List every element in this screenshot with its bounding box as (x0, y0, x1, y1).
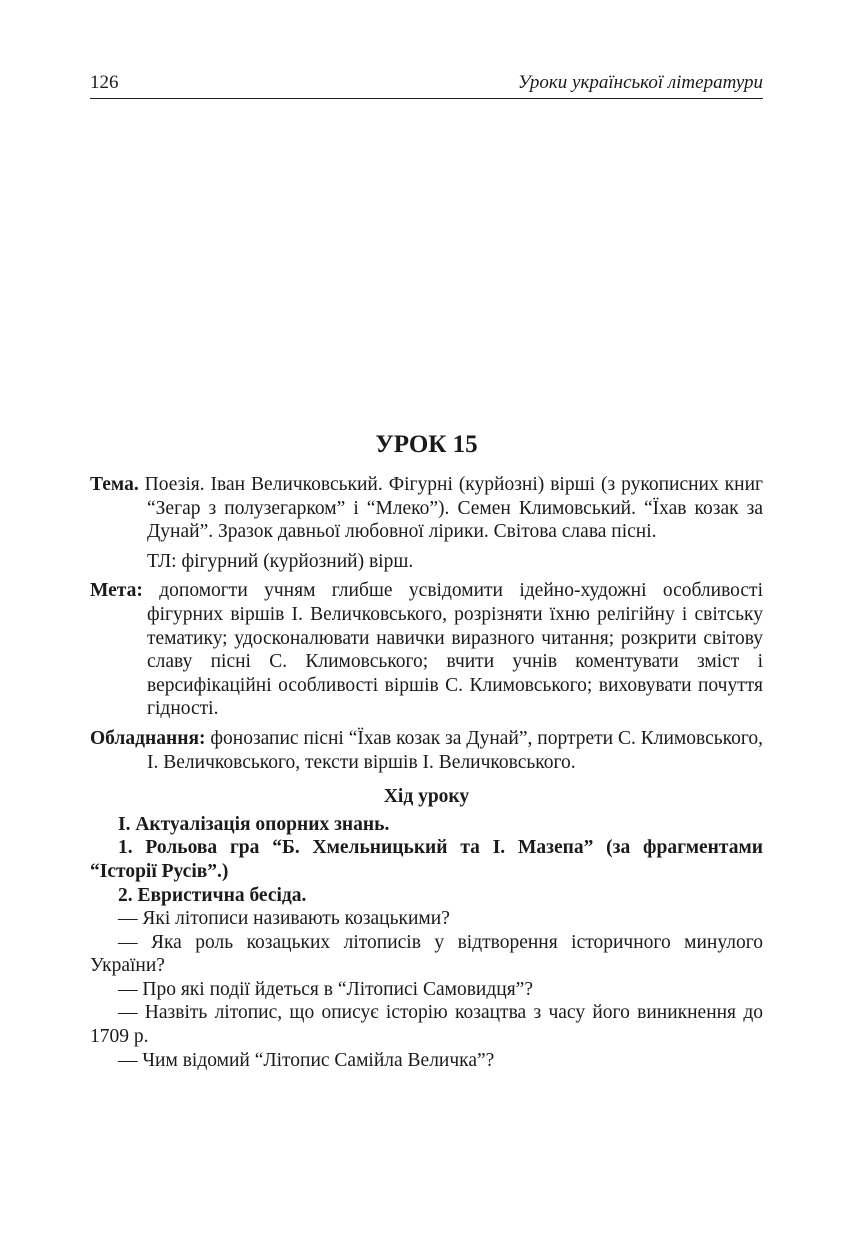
topic-text: Поезія. Іван Величковський. Фігурні (курйозні) вірші (з рукописних книг “Зегар з полузегарком” і “Млеко”). Семен Климовський. “Їхав козак за Дунай”. Зразок давньої любовної лірики. Світова слава пісні. (144, 474, 764, 543)
equipment-label: Обладнання: (90, 727, 206, 749)
section-heading: І. Актуалізація опорних знань. (118, 813, 390, 835)
topic-label: Тема. (90, 474, 139, 495)
goal-text: допомогти учням глибше усвідомити ідейно-художні особливості фігурних віршів І. Величковського, розрізняти їхню релігійну і світську тематику; удосконалювати навички виразного читання; розкрити світову славу пісні С. Климовського; вчити учнів коментувати зміст і версифікаційні особливості віршів С. Климовського; виховувати почуття гідності. (147, 580, 763, 720)
goal-paragraph (90, 579, 763, 721)
topic-paragraph (90, 473, 763, 544)
equipment-paragraph (90, 727, 763, 774)
tl-line: ТЛ: фігурний (курйозний) вірш. (147, 550, 414, 572)
item-role-play: 1. Рольова гра “Б. Хмельницький та І. Мазепа” (за фрагментами “Історії Русів”.) (90, 837, 763, 882)
equipment-text: фонозапис пісні “Їхав козак за Дунай”, портрети С. Климовського, І. Величковського, тексти віршів І. Величковського. (147, 727, 763, 773)
page-header (90, 70, 763, 99)
page (90, 0, 763, 1241)
page-number: 126 (90, 72, 119, 93)
item-heuristic-talk: 2. Евристична бесіда. (118, 884, 307, 906)
course-heading: Хід уроку (383, 786, 470, 808)
lesson-content (90, 425, 763, 1072)
running-title: Уроки української літератури (517, 72, 763, 93)
question-item: — Про які події йдеться в “Літописі Самовидця”? (118, 978, 533, 1000)
question-item: — Назвіть літопис, що описує історію козацтва з часу його виникнення до 1709 р. (90, 1002, 763, 1048)
goal-label: Мета: (90, 580, 143, 602)
question-item: — Які літописи називають козацькими? (118, 908, 450, 930)
question-item: — Чим відомий “Літопис Самійла Величка”? (118, 1049, 495, 1071)
question-item: — Яка роль козацьких літописів у відтворення історичного минулого України? (90, 931, 763, 977)
lesson-title: УРОК 15 (375, 431, 478, 458)
